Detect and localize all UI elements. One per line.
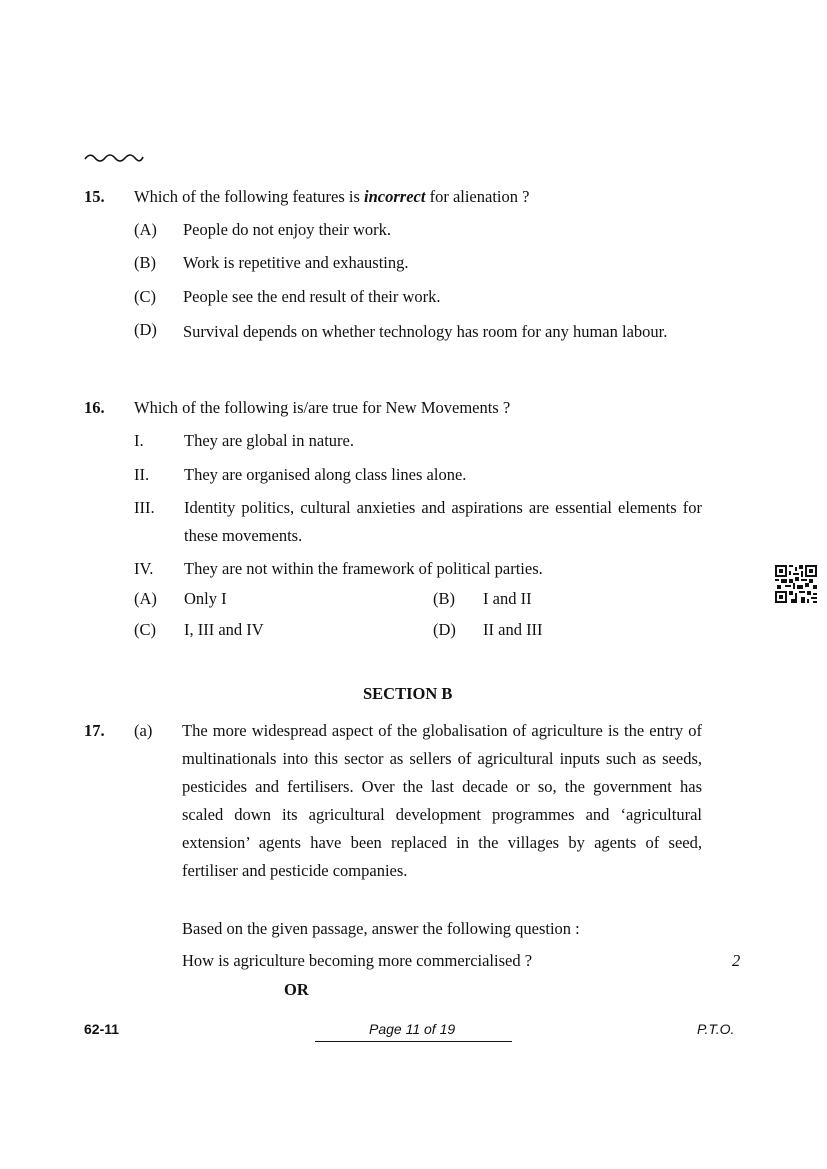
q16-statement-2-label: II.	[134, 465, 150, 484]
q15-number: 15.	[84, 187, 105, 206]
paper-code: 62-11	[84, 1021, 120, 1037]
q15-option-b-text: Work is repetitive and exhausting.	[183, 253, 409, 272]
q17-part-label: (a)	[134, 721, 153, 740]
q16-stem: Which of the following is/are true for New Movements ?	[134, 398, 511, 417]
q15-option-a-text: People do not enjoy their work.	[183, 220, 392, 239]
q17-marks: 2	[732, 951, 741, 970]
q15-stem	[134, 187, 529, 207]
q17-number: 17.	[84, 721, 105, 740]
q15-stem-before: Which of the following features is	[134, 187, 365, 206]
section-b-heading: SECTION B	[363, 684, 453, 703]
q15-option-c-label: (C)	[134, 287, 156, 306]
q15-option-c-text: People see the end result of their work.	[183, 287, 441, 306]
q16-statement-1-text: They are global in nature.	[184, 431, 354, 450]
q16-statement-3-label: III.	[134, 498, 155, 517]
q15-option-d-label: (D)	[134, 320, 157, 339]
q15-stem-emphasis: incorrect	[364, 187, 426, 206]
q16-statement-2-text: They are organised along class lines alone.	[184, 465, 467, 484]
squiggle-icon	[83, 148, 145, 166]
q16-option-a-text: Only I	[184, 589, 227, 608]
q15-stem-after: for alienation ?	[425, 187, 530, 206]
page-number-underline	[315, 1041, 512, 1042]
squiggle-mark	[83, 148, 145, 171]
q16-option-d-text: II and III	[483, 620, 543, 639]
q17-question: How is agriculture becoming more commercialised ?	[182, 951, 533, 970]
q17-or-label: OR	[284, 980, 309, 999]
q15-option-b-label: (B)	[134, 253, 156, 272]
q15-option-d-text: Survival depends on whether technology has room for any human labour.	[183, 322, 668, 341]
pto-label: P.T.O.	[697, 1021, 735, 1037]
q16-option-a-label: (A)	[134, 589, 157, 608]
q16-option-d-label: (D)	[433, 620, 456, 639]
q16-statement-3-text: Identity politics, cultural anxieties and aspirations are essential elements for these movements.	[184, 498, 702, 545]
q16-statement-1-label: I.	[134, 431, 144, 450]
q16-option-c-text: I, III and IV	[184, 620, 264, 639]
page-number: Page 11 of 19	[369, 1021, 456, 1037]
q16-option-c-label: (C)	[134, 620, 156, 639]
q16-statement-4-text: They are not within the framework of political parties.	[184, 559, 543, 578]
q16-number: 16.	[84, 398, 105, 417]
q15-option-a-label: (A)	[134, 220, 157, 239]
q17-instruction: Based on the given passage, answer the following question :	[182, 919, 580, 938]
q16-option-b-text: I and II	[483, 589, 532, 608]
q16-option-b-label: (B)	[433, 589, 455, 608]
q16-statement-4-label: IV.	[134, 559, 154, 578]
q17-passage: The more widespread aspect of the globalisation of agriculture is the entry of multinationals into this sector as sellers of agricultural inputs such as seeds, pesticides and fertilisers. Over the last decade or so, the government has scaled down its agricultural development programmes and ‘agricultural extension’ agents have been replaced in the villages by agents of seed, fertiliser and pesticide companies.	[182, 721, 702, 880]
qr-code-icon	[775, 565, 817, 603]
